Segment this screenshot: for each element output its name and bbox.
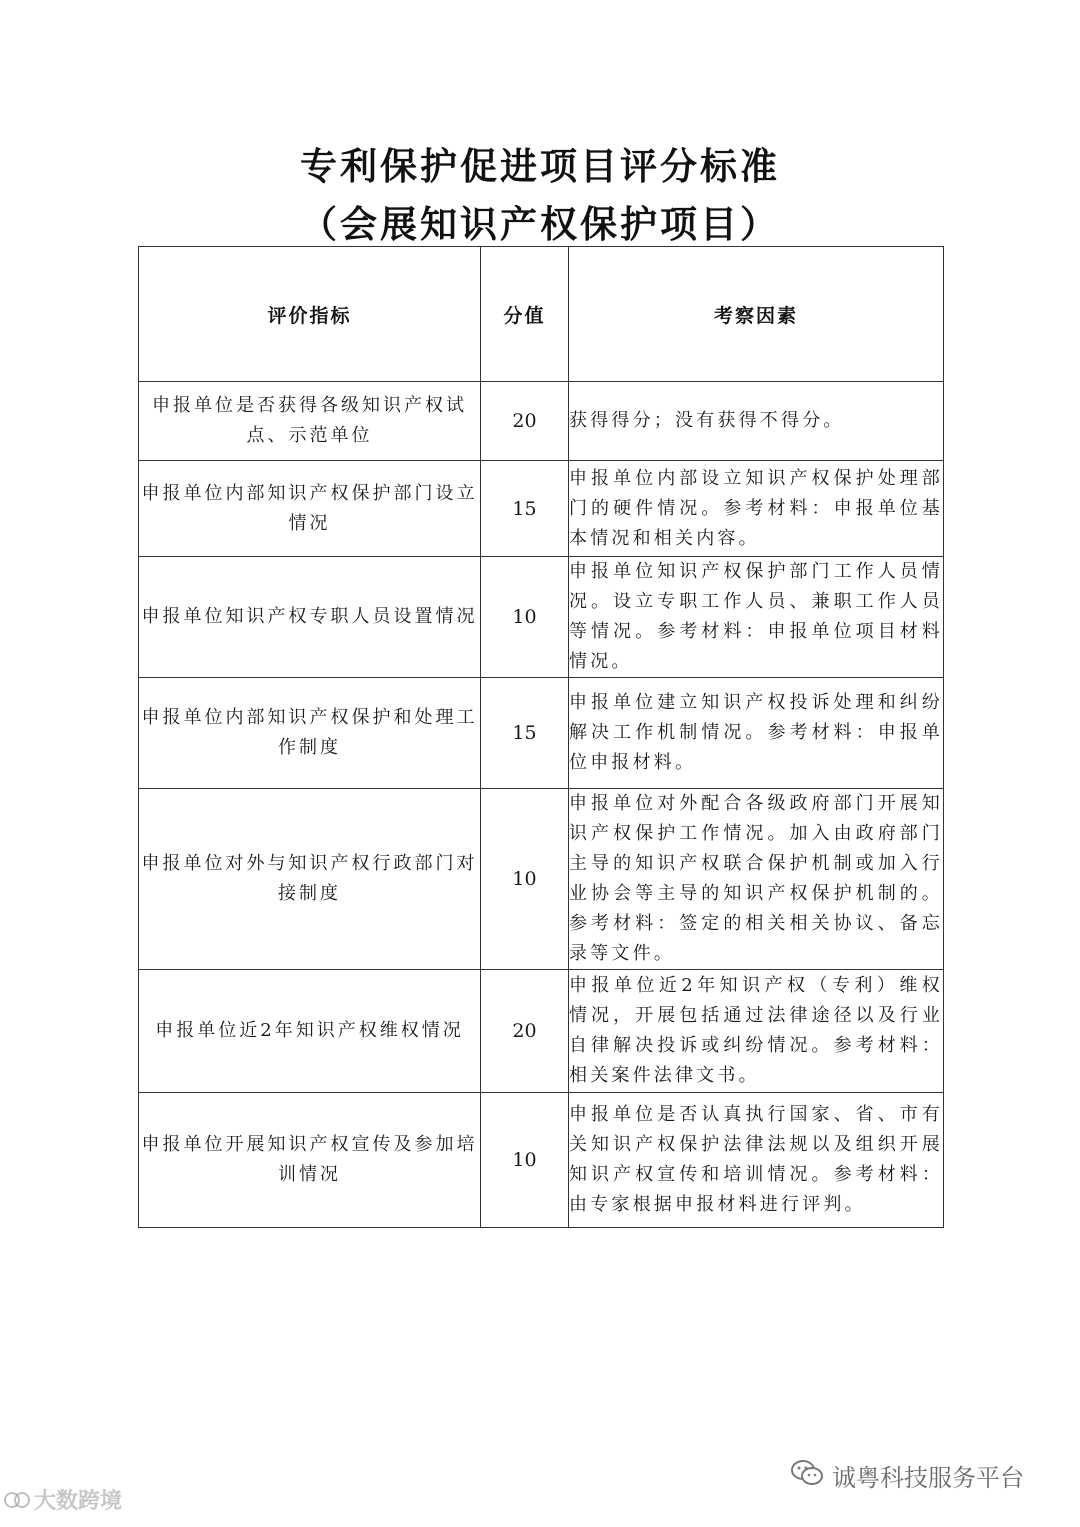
table-row [139,557,944,678]
scoring-table [138,246,944,1228]
factor-cell: 申报单位对外配合各级政府部门开展知识产权保护工作情况。加入由政府部门主导的知识产权联合保护机制或加入行业协会等主导的知识产权保护机制的。参考材料：签定的相关相关协议、备忘录等文件。 [569,789,944,970]
table-row [139,461,944,557]
indicator-cell: 申报单位开展知识产权宣传及参加培训情况 [139,1093,481,1228]
brand-logo-icon [4,1489,30,1511]
source-watermark [790,1458,1024,1493]
table-row [139,789,944,970]
factor-cell: 申报单位是否认真执行国家、省、市有关知识产权保护法律法规以及组织开展知识产权宣传和培训情况。参考材料：由专家根据申报材料进行评判。 [569,1093,944,1228]
table-row [139,382,944,461]
header-score: 分值 [481,247,569,382]
factor-cell: 申报单位近2年知识产权（专利）维权情况，开展包括通过法律途径以及行业自律解决投诉或纠纷情况。参考材料：相关案件法律文书。 [569,970,944,1093]
indicator-cell: 申报单位对外与知识产权行政部门对接制度 [139,789,481,970]
indicator-cell: 申报单位是否获得各级知识产权试点、示范单位 [139,382,481,461]
source-watermark-text: 诚粤科技服务平台 [832,1464,1024,1492]
header-factor: 考察因素 [569,247,944,382]
score-cell: 20 [481,970,569,1093]
table-row [139,970,944,1093]
score-cell: 10 [481,789,569,970]
wechat-icon [790,1459,824,1493]
factor-cell: 申报单位内部设立知识产权保护处理部门的硬件情况。参考材料：申报单位基本情况和相关内容。 [569,461,944,557]
indicator-cell: 申报单位近2年知识产权维权情况 [139,970,481,1093]
factor-cell: 申报单位建立知识产权投诉处理和纠纷解决工作机制情况。参考材料：申报单位申报材料。 [569,678,944,789]
corner-watermark [4,1484,122,1515]
corner-watermark-text: 大数跨境 [34,1489,123,1514]
factor-cell: 获得得分；没有获得不得分。 [569,382,944,461]
document-title: 专利保护促进项目评分标准 [300,145,780,188]
score-cell: 10 [481,1093,569,1228]
indicator-cell: 申报单位内部知识产权保护部门设立情况 [139,461,481,557]
score-cell: 15 [481,461,569,557]
score-cell: 15 [481,678,569,789]
document-subtitle: （会展知识产权保护项目） [300,203,780,246]
header-indicator: 评价指标 [139,247,481,382]
table-header-row [139,247,944,382]
score-cell: 20 [481,382,569,461]
table-row [139,678,944,789]
indicator-cell: 申报单位知识产权专职人员设置情况 [139,557,481,678]
factor-cell: 申报单位知识产权保护部门工作人员情况。设立专职工作人员、兼职工作人员等情况。参考材料：申报单位项目材料情况。 [569,557,944,678]
indicator-cell: 申报单位内部知识产权保护和处理工作制度 [139,678,481,789]
score-cell: 10 [481,557,569,678]
table-row [139,1093,944,1228]
